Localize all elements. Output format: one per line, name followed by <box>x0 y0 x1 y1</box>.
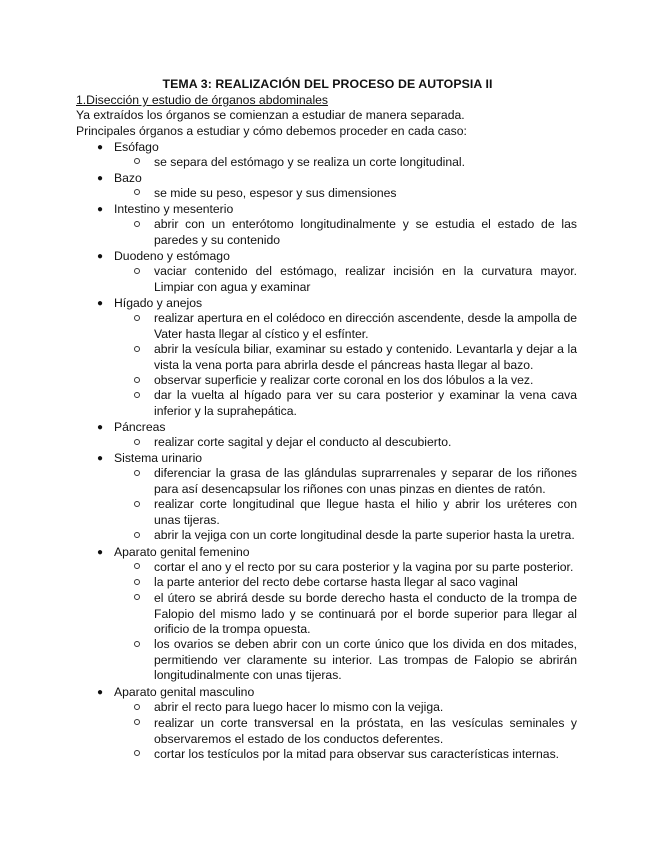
organ-intestino: Intestino y mesenterio <box>114 202 234 216</box>
circle-bullet-icon <box>134 189 140 195</box>
organ-femenino-step-1: cortar el ano y el recto por su cara posterior y la vagina por su parte posterior. <box>154 560 574 574</box>
circle-bullet-icon <box>134 392 140 398</box>
organ-esofago: Esófago <box>114 140 159 154</box>
organ-bazo-step: se mide su peso, espesor y sus dimensiones <box>154 186 397 200</box>
intro-line-2: Principales órganos a estudiar y cómo debemos proceder en cada caso: <box>76 124 467 138</box>
organ-pancreas-step: realizar corte sagital y dejar el conducto al descubierto. <box>154 435 452 449</box>
bullet-icon: ● <box>97 251 104 262</box>
circle-bullet-icon <box>134 719 140 725</box>
circle-bullet-icon <box>134 501 140 507</box>
organ-femenino-step-3: el útero se abrirá desde su borde derecho hasta el conducto de la trompa de Falopio del mismo lado y se continuará por el borde superior para llegar al orificio de la trompa opuesta. <box>154 591 577 637</box>
organ-duodeno: Duodeno y estómago <box>114 249 230 263</box>
bullet-icon: ● <box>97 453 104 464</box>
circle-bullet-icon <box>134 315 140 321</box>
section-heading: 1.Disección y estudio de órganos abdominales <box>76 93 329 107</box>
bullet-icon: ● <box>97 298 104 309</box>
organ-masculino-step-3: cortar los testículos por la mitad para observar sus características internas. <box>154 747 560 761</box>
bullet-icon: ● <box>97 547 104 558</box>
organ-pancreas: Páncreas <box>114 420 166 434</box>
organ-urinario-step-3: abrir la vejiga con un corte longitudinal desde la parte superior hasta la uretra. <box>154 528 575 542</box>
organ-masculino-step-2: realizar un corte transversal en la próstata, en las vesículas seminales y observaremos el estado de los conductos deferentes. <box>154 716 577 746</box>
organ-bazo: Bazo <box>114 171 142 185</box>
organ-genital-masculino: Aparato genital masculino <box>114 685 255 699</box>
circle-bullet-icon <box>134 470 140 476</box>
circle-bullet-icon <box>134 563 140 569</box>
bullet-icon: ● <box>97 687 104 698</box>
circle-bullet-icon <box>134 268 140 274</box>
bullet-icon: ● <box>97 142 104 153</box>
organ-higado: Hígado y anejos <box>114 296 203 310</box>
organ-genital-femenino: Aparato genital femenino <box>114 545 250 559</box>
circle-bullet-icon <box>134 594 140 600</box>
circle-bullet-icon <box>134 579 140 585</box>
bullet-icon: ● <box>97 204 104 215</box>
bullet-icon: ● <box>97 173 104 184</box>
organ-esofago-step: se separa del estómago y se realiza un corte longitudinal. <box>154 155 465 169</box>
circle-bullet-icon <box>134 346 140 352</box>
circle-bullet-icon <box>134 439 140 445</box>
circle-bullet-icon <box>134 750 140 756</box>
organ-femenino-step-4: los ovarios se deben abrir con un corte único que los divida en dos mitades, permitiendo ver claramente su interior. Las trompas de Falopio se abrirán longitudinalmente con unas tijeras. <box>154 637 577 683</box>
organ-sistema-urinario: Sistema urinario <box>114 451 203 465</box>
organ-urinario-step-1: diferenciar la grasa de las glándulas suprarrenales y separar de los riñones para así desencapsular los riñones con unas pinzas en dientes de ratón. <box>154 466 577 496</box>
circle-bullet-icon <box>134 704 140 710</box>
organ-femenino-step-2: la parte anterior del recto debe cortarse hasta llegar al saco vaginal <box>154 575 518 589</box>
bullet-icon: ● <box>97 422 104 433</box>
circle-bullet-icon <box>134 221 140 227</box>
intro-line-1: Ya extraídos los órganos se comienzan a estudiar de manera separada. <box>76 108 465 122</box>
organ-masculino-step-1: abrir el recto para luego hacer lo mismo con la vejiga. <box>154 700 444 714</box>
organ-duodeno-step: vaciar contenido del estómago, realizar incisión en la curvatura mayor. Limpiar con agua y examinar <box>154 264 577 294</box>
organ-higado-step-3: observar superficie y realizar corte coronal en los dos lóbulos a la vez. <box>154 373 534 387</box>
organ-urinario-step-2: realizar corte longitudinal que llegue hasta el hilio y abrir los uréteres con unas tijeras. <box>154 497 577 527</box>
page-title: TEMA 3: REALIZACIÓN DEL PROCESO DE AUTOPSIA II <box>162 77 493 91</box>
circle-bullet-icon <box>134 641 140 647</box>
circle-bullet-icon <box>134 532 140 538</box>
organ-intestino-step: abrir con un enterótomo longitudinalmente y se estudia el estado de las paredes y su contenido <box>154 217 577 247</box>
organ-higado-step-2: abrir la vesícula biliar, examinar su estado y contenido. Levantarla y dejar a la vista la vena porta para abrirla desde el páncreas hasta llegar al bazo. <box>154 342 577 372</box>
circle-bullet-icon <box>134 158 140 164</box>
circle-bullet-icon <box>134 377 140 383</box>
organ-higado-step-1: realizar apertura en el colédoco en dirección ascendente, desde la ampolla de Vater hasta llegar al cístico y el esfínter. <box>154 311 577 341</box>
organ-higado-step-4: dar la vuelta al hígado para ver su cara posterior y examinar la vena cava inferior y la suprahepática. <box>154 388 577 418</box>
